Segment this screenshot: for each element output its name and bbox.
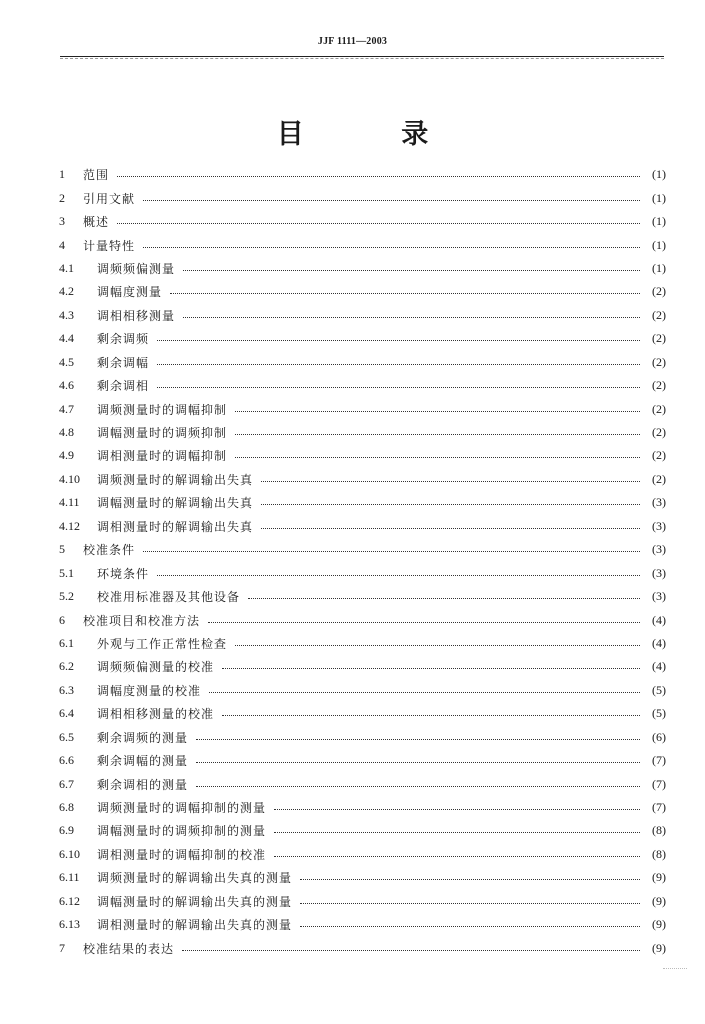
toc-entry-number: 6.8 bbox=[59, 800, 74, 815]
toc-entry-title: 调幅度测量的校准 bbox=[97, 683, 202, 698]
toc-entry-title: 调频测量时的调幅抑制 bbox=[97, 402, 228, 417]
toc-entry[interactable] bbox=[59, 843, 666, 866]
toc-entry-number: 4.8 bbox=[59, 425, 74, 440]
toc-entry[interactable] bbox=[59, 421, 666, 444]
toc-dot-leader bbox=[183, 317, 640, 318]
toc-entry-title: 范围 bbox=[83, 168, 110, 183]
toc-entry-page: (1) bbox=[652, 190, 666, 205]
toc-entry-title: 计量特性 bbox=[83, 238, 136, 253]
toc-dot-leader bbox=[117, 223, 640, 224]
toc-entry-title: 调相测量时的调幅抑制的校准 bbox=[97, 847, 267, 862]
toc-dot-leader bbox=[182, 950, 640, 951]
toc-entry-title: 调频测量时的解调输出失真 bbox=[97, 472, 254, 487]
toc-entry[interactable] bbox=[59, 257, 666, 280]
toc-entry-number: 6.4 bbox=[59, 706, 74, 721]
toc-dot-leader bbox=[222, 668, 640, 669]
toc-dot-leader bbox=[157, 364, 640, 365]
toc-entry-number: 4.10 bbox=[59, 471, 80, 486]
toc-dot-leader bbox=[300, 903, 640, 904]
toc-entry-number: 6.2 bbox=[59, 659, 74, 674]
toc-dot-leader bbox=[143, 551, 640, 552]
toc-entry[interactable] bbox=[59, 233, 666, 256]
toc-entry[interactable] bbox=[59, 679, 666, 702]
toc-entry-number: 4.2 bbox=[59, 284, 74, 299]
toc-dot-leader bbox=[143, 200, 640, 201]
toc-dot-leader bbox=[209, 692, 640, 693]
toc-dot-leader bbox=[196, 762, 640, 763]
toc-entry[interactable] bbox=[59, 444, 666, 467]
toc-entry[interactable] bbox=[59, 163, 666, 186]
toc-entry-title: 校准用标准器及其他设备 bbox=[97, 590, 241, 605]
toc-entry-title: 引用文献 bbox=[83, 191, 136, 206]
toc-entry-page: (2) bbox=[652, 331, 666, 346]
toc-entry-number: 5.1 bbox=[59, 565, 74, 580]
toc-entry-page: (8) bbox=[652, 823, 666, 838]
toc-entry[interactable] bbox=[59, 655, 666, 678]
toc-entry[interactable] bbox=[59, 538, 666, 561]
toc-dot-leader bbox=[235, 645, 640, 646]
page-title: 目 录 bbox=[276, 119, 473, 150]
toc-entry-page: (1) bbox=[652, 167, 666, 182]
toc-entry[interactable] bbox=[59, 913, 666, 936]
toc-entry-page: (4) bbox=[652, 635, 666, 650]
toc-entry-title: 调相测量时的解调输出失真的测量 bbox=[97, 918, 293, 933]
toc-entry-page: (4) bbox=[652, 659, 666, 674]
toc-entry-title: 剩余调幅 bbox=[97, 355, 150, 370]
toc-entry[interactable] bbox=[59, 397, 666, 420]
toc-entry-number: 7 bbox=[59, 940, 65, 955]
toc-dot-leader bbox=[274, 832, 640, 833]
toc-entry-number: 4.5 bbox=[59, 354, 74, 369]
toc-dot-leader bbox=[274, 856, 640, 857]
toc-entry-title: 调频测量时的解调输出失真的测量 bbox=[97, 871, 293, 886]
toc-entry[interactable] bbox=[59, 866, 666, 889]
table-of-contents bbox=[59, 163, 666, 960]
toc-entry-title: 调幅测量时的调频抑制 bbox=[97, 426, 228, 441]
toc-entry-title: 校准结果的表达 bbox=[83, 941, 175, 956]
toc-entry-title: 调相相移测量的校准 bbox=[97, 707, 215, 722]
toc-entry-page: (3) bbox=[652, 518, 666, 533]
toc-entry-number: 6.11 bbox=[59, 870, 80, 885]
toc-entry-page: (5) bbox=[652, 706, 666, 721]
toc-dot-leader bbox=[235, 434, 640, 435]
toc-entry-page: (8) bbox=[652, 846, 666, 861]
toc-entry[interactable] bbox=[59, 561, 666, 584]
toc-entry[interactable] bbox=[59, 491, 666, 514]
toc-entry-number: 6 bbox=[59, 612, 65, 627]
toc-entry-title: 剩余调频 bbox=[97, 332, 150, 347]
toc-entry-title: 调相相移测量 bbox=[97, 308, 176, 323]
toc-entry[interactable] bbox=[59, 210, 666, 233]
toc-entry-title: 剩余调幅的测量 bbox=[97, 754, 189, 769]
toc-dot-leader bbox=[222, 715, 640, 716]
header-rule-secondary bbox=[60, 58, 664, 59]
toc-entry-page: (1) bbox=[652, 260, 666, 275]
toc-entry[interactable] bbox=[59, 304, 666, 327]
toc-entry-number: 6.1 bbox=[59, 635, 74, 650]
toc-entry-number: 4.9 bbox=[59, 448, 74, 463]
toc-dot-leader bbox=[208, 622, 640, 623]
toc-entry-page: (2) bbox=[652, 471, 666, 486]
toc-entry-page: (1) bbox=[652, 237, 666, 252]
toc-entry-number: 4.4 bbox=[59, 331, 74, 346]
toc-entry-title: 调频频偏测量 bbox=[97, 261, 176, 276]
toc-entry-title: 调幅度测量 bbox=[97, 285, 163, 300]
toc-entry-title: 调相测量时的解调输出失真 bbox=[97, 519, 254, 534]
toc-entry-number: 4.11 bbox=[59, 495, 80, 510]
toc-entry-page: (6) bbox=[652, 729, 666, 744]
toc-entry-number: 6.3 bbox=[59, 682, 74, 697]
toc-entry-number: 6.13 bbox=[59, 917, 80, 932]
toc-entry-page: (5) bbox=[652, 682, 666, 697]
toc-entry[interactable] bbox=[59, 374, 666, 397]
toc-entry-title: 环境条件 bbox=[97, 566, 150, 581]
toc-entry-number: 6.9 bbox=[59, 823, 74, 838]
toc-entry-page: (3) bbox=[652, 565, 666, 580]
toc-entry-number: 6.12 bbox=[59, 893, 80, 908]
toc-entry-number: 6.5 bbox=[59, 729, 74, 744]
toc-entry[interactable] bbox=[59, 796, 666, 819]
toc-entry[interactable] bbox=[59, 726, 666, 749]
toc-entry-title: 调频频偏测量的校准 bbox=[97, 660, 215, 675]
toc-entry-page: (2) bbox=[652, 378, 666, 393]
toc-entry-number: 4.6 bbox=[59, 378, 74, 393]
toc-dot-leader bbox=[183, 270, 640, 271]
toc-entry[interactable] bbox=[59, 351, 666, 374]
toc-entry[interactable] bbox=[59, 702, 666, 725]
toc-entry-page: (7) bbox=[652, 753, 666, 768]
toc-entry-page: (7) bbox=[652, 776, 666, 791]
toc-entry-number: 4.7 bbox=[59, 401, 74, 416]
toc-entry-page: (3) bbox=[652, 495, 666, 510]
toc-entry-title: 剩余调相的测量 bbox=[97, 777, 189, 792]
toc-entry-page: (2) bbox=[652, 425, 666, 440]
toc-dot-leader bbox=[196, 786, 640, 787]
toc-dot-leader bbox=[274, 809, 640, 810]
toc-dot-leader bbox=[300, 879, 640, 880]
toc-entry[interactable] bbox=[59, 468, 666, 491]
header-rule bbox=[60, 56, 664, 57]
toc-entry-page: (2) bbox=[652, 448, 666, 463]
toc-entry[interactable] bbox=[59, 585, 666, 608]
toc-dot-leader bbox=[157, 575, 640, 576]
toc-dot-leader bbox=[170, 293, 640, 294]
toc-entry[interactable] bbox=[59, 186, 666, 209]
toc-entry-title: 校准条件 bbox=[83, 543, 136, 558]
toc-dot-leader bbox=[261, 528, 640, 529]
toc-entry-number: 5.2 bbox=[59, 589, 74, 604]
scan-artifact bbox=[663, 968, 687, 970]
toc-entry-number: 6.6 bbox=[59, 753, 74, 768]
toc-entry-title: 剩余调频的测量 bbox=[97, 730, 189, 745]
toc-entry[interactable] bbox=[59, 632, 666, 655]
toc-entry[interactable] bbox=[59, 515, 666, 538]
toc-dot-leader bbox=[261, 481, 640, 482]
toc-entry[interactable] bbox=[59, 608, 666, 631]
toc-entry-title: 校准项目和校准方法 bbox=[83, 613, 201, 628]
toc-entry-number: 6.10 bbox=[59, 846, 80, 861]
toc-entry-page: (2) bbox=[652, 307, 666, 322]
toc-dot-leader bbox=[157, 340, 640, 341]
toc-entry[interactable] bbox=[59, 819, 666, 842]
toc-entry-title: 调幅测量时的解调输出失真 bbox=[97, 496, 254, 511]
toc-dot-leader bbox=[235, 411, 640, 412]
toc-entry-page: (7) bbox=[652, 800, 666, 815]
toc-entry[interactable] bbox=[59, 936, 666, 959]
toc-entry-title: 概述 bbox=[83, 215, 110, 230]
toc-entry-number: 4.12 bbox=[59, 518, 80, 533]
toc-entry[interactable] bbox=[59, 890, 666, 913]
toc-entry[interactable] bbox=[59, 280, 666, 303]
toc-entry-page: (9) bbox=[652, 940, 666, 955]
toc-dot-leader bbox=[196, 739, 640, 740]
toc-entry-page: (2) bbox=[652, 284, 666, 299]
toc-entry-title: 调幅测量时的调频抑制的测量 bbox=[97, 824, 267, 839]
toc-entry-number: 4.1 bbox=[59, 260, 74, 275]
toc-entry-number: 2 bbox=[59, 190, 65, 205]
toc-entry-page: (3) bbox=[652, 589, 666, 604]
toc-dot-leader bbox=[235, 457, 640, 458]
standard-code-header: JJF 1111—2003 bbox=[317, 36, 388, 47]
toc-entry-page: (2) bbox=[652, 401, 666, 416]
toc-entry-title: 调相测量时的调幅抑制 bbox=[97, 449, 228, 464]
toc-dot-leader bbox=[300, 926, 640, 927]
toc-entry-title: 调频测量时的调幅抑制的测量 bbox=[97, 801, 267, 816]
toc-entry[interactable] bbox=[59, 327, 666, 350]
toc-entry-page: (9) bbox=[652, 917, 666, 932]
toc-entry-number: 4 bbox=[59, 237, 65, 252]
toc-entry[interactable] bbox=[59, 772, 666, 795]
toc-entry-page: (9) bbox=[652, 870, 666, 885]
toc-entry-number: 6.7 bbox=[59, 776, 74, 791]
toc-entry-page: (2) bbox=[652, 354, 666, 369]
toc-dot-leader bbox=[261, 504, 640, 505]
toc-entry-page: (1) bbox=[652, 214, 666, 229]
toc-entry-number: 4.3 bbox=[59, 307, 74, 322]
toc-entry-title: 外观与工作正常性检查 bbox=[97, 636, 228, 651]
toc-entry-page: (9) bbox=[652, 893, 666, 908]
toc-dot-leader bbox=[157, 387, 640, 388]
toc-entry-page: (4) bbox=[652, 612, 666, 627]
toc-entry-title: 调幅测量时的解调输出失真的测量 bbox=[97, 894, 293, 909]
toc-entry-page: (3) bbox=[652, 542, 666, 557]
toc-entry-number: 3 bbox=[59, 214, 65, 229]
toc-dot-leader bbox=[248, 598, 640, 599]
toc-dot-leader bbox=[143, 247, 640, 248]
toc-entry[interactable] bbox=[59, 749, 666, 772]
toc-dot-leader bbox=[117, 176, 640, 177]
toc-entry-number: 1 bbox=[59, 167, 65, 182]
toc-entry-number: 5 bbox=[59, 542, 65, 557]
toc-entry-title: 剩余调相 bbox=[97, 379, 150, 394]
